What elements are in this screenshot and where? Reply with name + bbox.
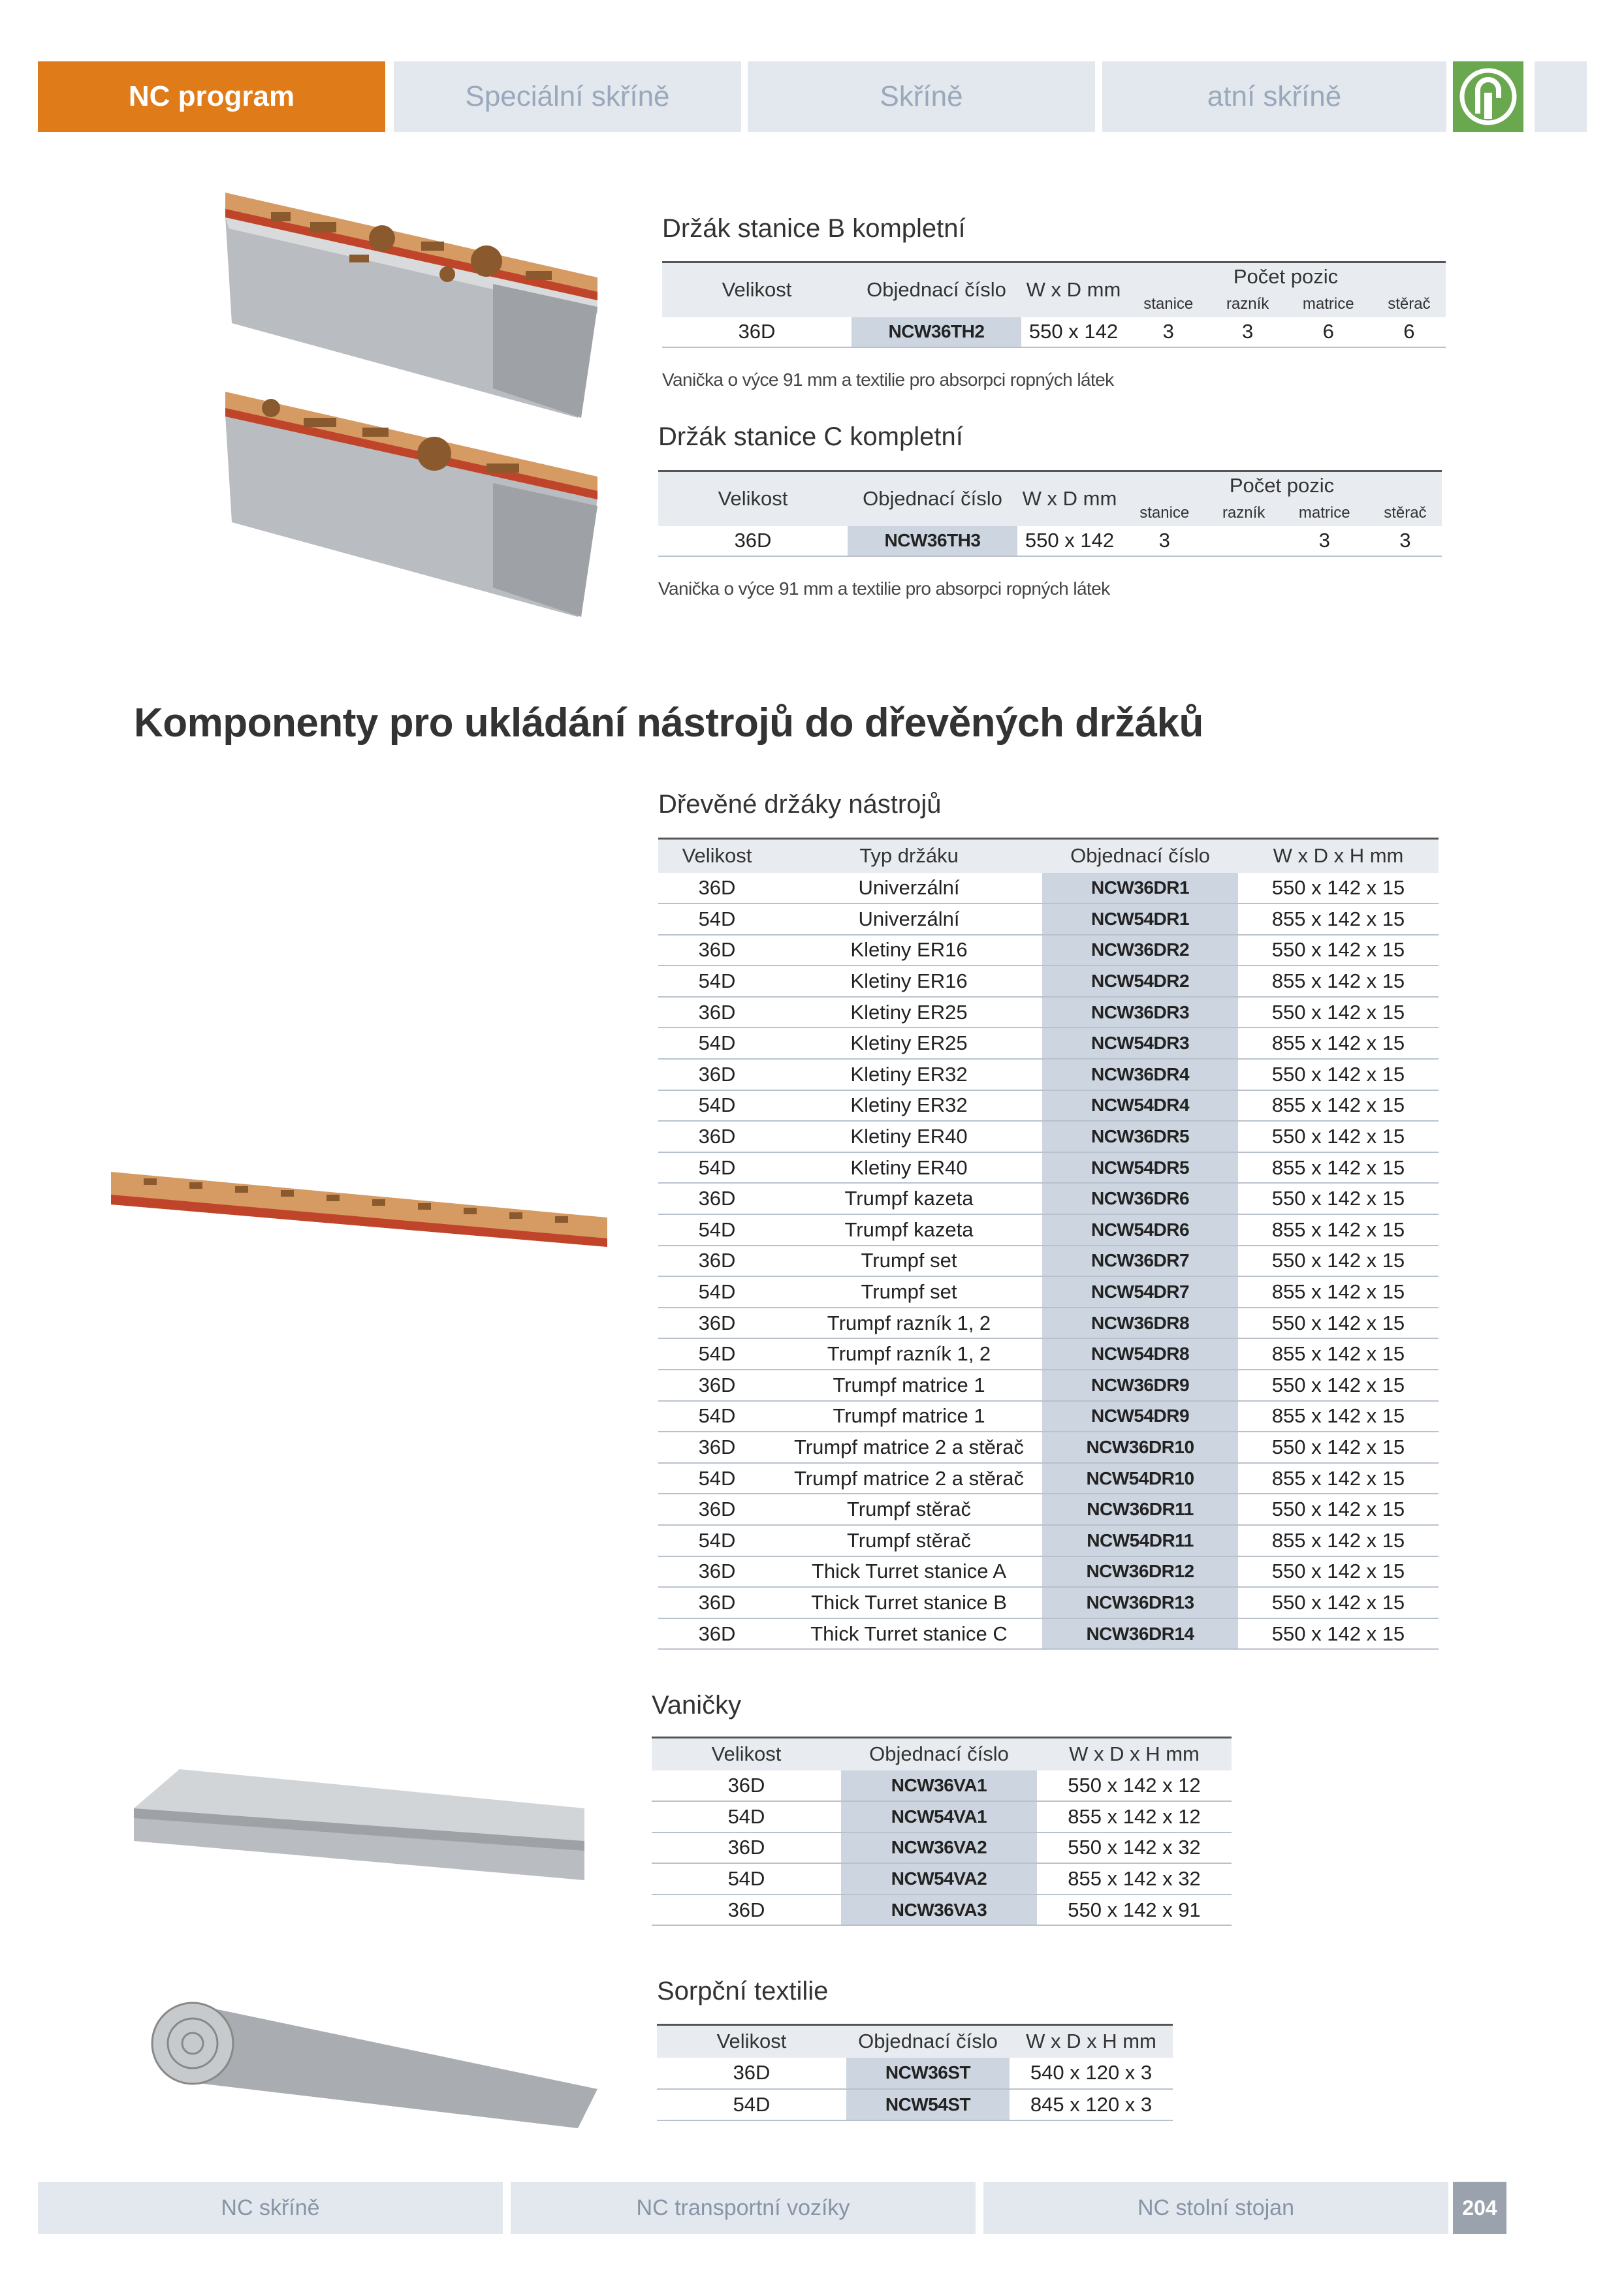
- cell: 550 x 142 x 15: [1238, 1121, 1439, 1152]
- drzak-c-table: [658, 470, 1442, 557]
- cell: 550 x 142 x 15: [1238, 935, 1439, 966]
- cell: 3: [1126, 317, 1211, 347]
- cell: 54D: [658, 1276, 776, 1308]
- sub-raznik: razník: [1207, 500, 1281, 526]
- cell: 855 x 142 x 15: [1238, 966, 1439, 997]
- drzak-b-note: Vanička o výce 91 mm a textilie pro absorpci ropných látek: [662, 370, 1114, 390]
- cell: 36D: [658, 1432, 776, 1463]
- vanicky-title: Vaničky: [652, 1691, 742, 1720]
- col-velikost: Velikost: [657, 2025, 846, 2058]
- cell: 36D: [658, 1059, 776, 1090]
- cell: [1207, 526, 1281, 556]
- drzak-c-note: Vanička o výce 91 mm a textilie pro absorpci ropných látek: [658, 578, 1110, 599]
- table-row: [657, 2058, 1173, 2089]
- drevene-table: [658, 838, 1439, 1650]
- cell: Kletiny ER32: [776, 1090, 1042, 1122]
- order-code: NCW36DR13: [1042, 1587, 1238, 1618]
- col-rozmery: W x D x H mm: [1010, 2025, 1173, 2058]
- order-code: NCW36TH2: [852, 317, 1021, 347]
- cell: 36D: [658, 997, 776, 1028]
- cell: 855 x 142 x 32: [1037, 1863, 1232, 1895]
- sub-stanice: stanice: [1126, 291, 1211, 317]
- cell: 54D: [658, 904, 776, 935]
- cell: 845 x 120 x 3: [1010, 2089, 1173, 2120]
- cell: 855 x 142 x 15: [1238, 1338, 1439, 1370]
- cell: Kletiny ER32: [776, 1059, 1042, 1090]
- order-code: NCW36DR9: [1042, 1370, 1238, 1401]
- cell: 550 x 142: [1017, 526, 1122, 556]
- cell: 855 x 142 x 15: [1238, 1463, 1439, 1494]
- cell: Trumpf matrice 2 a stěrač: [776, 1463, 1042, 1494]
- table-row: [658, 997, 1439, 1028]
- sorpcni-textilie-image: [127, 1991, 611, 2135]
- sub-matrice: matrice: [1284, 291, 1373, 317]
- table-row: [658, 1246, 1439, 1277]
- cell: Univerzální: [776, 873, 1042, 904]
- cell: 3: [1369, 526, 1442, 556]
- table-row: [658, 1401, 1439, 1432]
- order-code: NCW54DR8: [1042, 1338, 1238, 1370]
- table-row: [658, 1525, 1439, 1556]
- cell: Kletiny ER16: [776, 935, 1042, 966]
- col-rozmery: W x D x H mm: [1238, 839, 1439, 873]
- order-code: NCW36DR2: [1042, 935, 1238, 966]
- cell: Trumpf kazeta: [776, 1214, 1042, 1246]
- table-row: [658, 1338, 1439, 1370]
- table-row: [658, 1028, 1439, 1059]
- footer-tab-nc-stolni-stojan[interactable]: NC stolní stojan: [983, 2182, 1448, 2234]
- cell: 36D: [658, 1494, 776, 1525]
- cell: 36D: [658, 1308, 776, 1339]
- cell: 550 x 142 x 15: [1238, 1618, 1439, 1650]
- order-code: NCW36DR14: [1042, 1618, 1238, 1650]
- cell: 3: [1122, 526, 1207, 556]
- cell: 550 x 142 x 12: [1037, 1770, 1232, 1802]
- top-navigation: [38, 61, 1587, 132]
- cell: Kletiny ER40: [776, 1121, 1042, 1152]
- cell: Trumpf set: [776, 1276, 1042, 1308]
- cell: 550 x 142 x 15: [1238, 1494, 1439, 1525]
- cell: 54D: [658, 1152, 776, 1184]
- order-code: NCW54DR4: [1042, 1090, 1238, 1122]
- cell: 54D: [652, 1801, 841, 1832]
- cell: Thick Turret stanice B: [776, 1587, 1042, 1618]
- order-code: NCW36DR4: [1042, 1059, 1238, 1090]
- cell: 855 x 142 x 15: [1238, 1090, 1439, 1122]
- cell: 36D: [658, 1370, 776, 1401]
- cell: Trumpf matrice 1: [776, 1370, 1042, 1401]
- page-number: 204: [1453, 2182, 1506, 2234]
- sub-raznik: razník: [1211, 291, 1284, 317]
- order-code: NCW54VA2: [841, 1863, 1037, 1895]
- table-row: [658, 1152, 1439, 1184]
- table-row: [658, 904, 1439, 935]
- drzak-b-title: Držák stanice B kompletní: [662, 214, 966, 243]
- order-code: NCW36DR3: [1042, 997, 1238, 1028]
- cell: Univerzální: [776, 904, 1042, 935]
- vanicky-table: [652, 1737, 1232, 1926]
- order-code: NCW54DR11: [1042, 1525, 1238, 1556]
- order-code: NCW36DR11: [1042, 1494, 1238, 1525]
- cell: 54D: [658, 1090, 776, 1122]
- table-row: [658, 966, 1439, 997]
- cell: 54D: [658, 1401, 776, 1432]
- order-code: NCW54DR10: [1042, 1463, 1238, 1494]
- cell: 36D: [657, 2058, 846, 2089]
- col-wxd: W x D mm: [1021, 262, 1126, 317]
- tab-skrine[interactable]: Skříně: [748, 61, 1095, 132]
- order-code: NCW36VA2: [841, 1832, 1037, 1864]
- order-code: NCW54DR5: [1042, 1152, 1238, 1184]
- cell: 36D: [658, 1246, 776, 1277]
- cell: 3: [1281, 526, 1369, 556]
- cell: 36D: [658, 1618, 776, 1650]
- table-row: [658, 935, 1439, 966]
- table-row: [657, 2089, 1173, 2120]
- table-row: [658, 1276, 1439, 1308]
- drevene-drzaky-image: [104, 1159, 614, 1289]
- cell: 54D: [657, 2089, 846, 2120]
- cell: Trumpf kazeta: [776, 1183, 1042, 1214]
- cell: 54D: [658, 1525, 776, 1556]
- cell: 550 x 142 x 15: [1238, 1246, 1439, 1277]
- cell: Kletiny ER16: [776, 966, 1042, 997]
- order-code: NCW36DR1: [1042, 873, 1238, 904]
- col-velikost: Velikost: [662, 262, 852, 317]
- table-row: [658, 1059, 1439, 1090]
- order-code: NCW54DR2: [1042, 966, 1238, 997]
- cell: 36D: [658, 1121, 776, 1152]
- order-code: NCW54ST: [846, 2089, 1010, 2120]
- table-row: [658, 1618, 1439, 1650]
- cell: 54D: [658, 1028, 776, 1059]
- cell: 6: [1284, 317, 1373, 347]
- sub-matrice: matrice: [1281, 500, 1369, 526]
- cell: 36D: [652, 1895, 841, 1926]
- cell: Trumpf set: [776, 1246, 1042, 1277]
- vanicka-image: [127, 1756, 597, 1893]
- table-row: [662, 317, 1446, 347]
- cell: Trumpf matrice 2 a stěrač: [776, 1432, 1042, 1463]
- cell: 36D: [658, 1183, 776, 1214]
- col-wxd: W x D mm: [1017, 471, 1122, 526]
- col-typ-drzaku: Typ držáku: [776, 839, 1042, 873]
- cell: 550 x 142 x 15: [1238, 1183, 1439, 1214]
- order-code: NCW36DR12: [1042, 1556, 1238, 1588]
- cell: 54D: [658, 1214, 776, 1246]
- sub-sterac: stěrač: [1369, 500, 1442, 526]
- footer-tab-nc-skrine[interactable]: NC skříně: [38, 2182, 503, 2234]
- col-objednaci-cislo: Objednací číslo: [1042, 839, 1238, 873]
- table-row: [652, 1801, 1232, 1832]
- cell: 855 x 142 x 15: [1238, 904, 1439, 935]
- cell: Trumpf stěrač: [776, 1525, 1042, 1556]
- col-rozmery: W x D x H mm: [1037, 1738, 1232, 1770]
- order-code: NCW36ST: [846, 2058, 1010, 2089]
- table-row: [652, 1832, 1232, 1864]
- order-code: NCW54DR9: [1042, 1401, 1238, 1432]
- cell: 36D: [658, 1587, 776, 1618]
- footer-navigation: [38, 2182, 1508, 2234]
- cell: 550 x 142 x 15: [1238, 1059, 1439, 1090]
- cell: 36D: [652, 1832, 841, 1864]
- order-code: NCW36DR10: [1042, 1432, 1238, 1463]
- table-row: [658, 1370, 1439, 1401]
- order-code: NCW54VA1: [841, 1801, 1037, 1832]
- cell: 855 x 142 x 15: [1238, 1214, 1439, 1246]
- table-row: [658, 1494, 1439, 1525]
- order-code: NCW54DR1: [1042, 904, 1238, 935]
- cell: 550 x 142 x 32: [1037, 1832, 1232, 1864]
- cell: 550 x 142 x 91: [1037, 1895, 1232, 1926]
- cell: 550 x 142: [1021, 317, 1126, 347]
- order-code: NCW36DR6: [1042, 1183, 1238, 1214]
- col-objednaci-cislo: Objednací číslo: [848, 471, 1017, 526]
- cell: 550 x 142 x 15: [1238, 997, 1439, 1028]
- col-velikost: Velikost: [652, 1738, 841, 1770]
- main-title: Komponenty pro ukládání nástrojů do dřevěných držáků: [134, 700, 1203, 746]
- cell: 550 x 142 x 15: [1238, 1432, 1439, 1463]
- cell: 550 x 142 x 15: [1238, 873, 1439, 904]
- table-row: [658, 1214, 1439, 1246]
- col-objednaci-cislo: Objednací číslo: [841, 1738, 1037, 1770]
- table-row: [658, 1463, 1439, 1494]
- cell: Thick Turret stanice A: [776, 1556, 1042, 1588]
- order-code: NCW36DR7: [1042, 1246, 1238, 1277]
- table-row: [658, 873, 1439, 904]
- col-pocet-pozic: Počet pozic: [1122, 471, 1442, 500]
- order-code: NCW36DR8: [1042, 1308, 1238, 1339]
- company-logo-icon: [1453, 61, 1523, 132]
- cell: Kletiny ER40: [776, 1152, 1042, 1184]
- cell: 54D: [658, 1338, 776, 1370]
- table-row: [658, 1183, 1439, 1214]
- table-row: [658, 1121, 1439, 1152]
- cell: 36D: [658, 873, 776, 904]
- footer-tab-nc-transportni-voziky[interactable]: NC transportní vozíky: [511, 2182, 976, 2234]
- cell: 6: [1373, 317, 1446, 347]
- col-velikost: Velikost: [658, 839, 776, 873]
- tab-atni-skrine[interactable]: atní skříně: [1102, 61, 1446, 132]
- col-objednaci-cislo: Objednací číslo: [852, 262, 1021, 317]
- cell: 36D: [662, 317, 852, 347]
- table-row: [652, 1770, 1232, 1802]
- table-row: [658, 1090, 1439, 1122]
- cell: Trumpf razník 1, 2: [776, 1338, 1042, 1370]
- table-row: [658, 1308, 1439, 1339]
- cell: 54D: [658, 1463, 776, 1494]
- order-code: NCW36TH3: [848, 526, 1017, 556]
- order-code: NCW36VA1: [841, 1770, 1037, 1802]
- cell: Trumpf razník 1, 2: [776, 1308, 1042, 1339]
- order-code: NCW54DR3: [1042, 1028, 1238, 1059]
- cell: 550 x 142 x 15: [1238, 1587, 1439, 1618]
- cell: 855 x 142 x 15: [1238, 1028, 1439, 1059]
- drevene-title: Dřevěné držáky nástrojů: [658, 790, 942, 819]
- sorpcni-table: [657, 2024, 1173, 2121]
- cell: 855 x 142 x 15: [1238, 1401, 1439, 1432]
- table-row: [658, 526, 1442, 556]
- col-pocet-pozic: Počet pozic: [1126, 262, 1446, 291]
- sub-stanice: stanice: [1122, 500, 1207, 526]
- cell: 550 x 142 x 15: [1238, 1370, 1439, 1401]
- tab-specialni-skrine[interactable]: Speciální skříně: [394, 61, 741, 132]
- cell: Kletiny ER25: [776, 997, 1042, 1028]
- drzak-c-image: [212, 392, 604, 627]
- drzak-b-table: [662, 261, 1446, 348]
- order-code: NCW36DR5: [1042, 1121, 1238, 1152]
- cell: 550 x 142 x 15: [1238, 1308, 1439, 1339]
- table-row: [658, 1587, 1439, 1618]
- table-row: [658, 1556, 1439, 1588]
- cell: 855 x 142 x 15: [1238, 1276, 1439, 1308]
- sorpcni-title: Sorpční textilie: [657, 1977, 829, 2005]
- cell: Thick Turret stanice C: [776, 1618, 1042, 1650]
- cell: 36D: [652, 1770, 841, 1802]
- cell: 855 x 142 x 15: [1238, 1525, 1439, 1556]
- cell: 540 x 120 x 3: [1010, 2058, 1173, 2089]
- cell: 54D: [658, 966, 776, 997]
- cell: 36D: [658, 526, 848, 556]
- cell: Trumpf matrice 1: [776, 1401, 1042, 1432]
- order-code: NCW54DR7: [1042, 1276, 1238, 1308]
- cell: 36D: [658, 935, 776, 966]
- cell: 855 x 142 x 15: [1238, 1152, 1439, 1184]
- table-row: [652, 1863, 1232, 1895]
- col-objednaci-cislo: Objednací číslo: [846, 2025, 1010, 2058]
- sub-sterac: stěrač: [1373, 291, 1446, 317]
- cell: 54D: [652, 1863, 841, 1895]
- cell: Kletiny ER25: [776, 1028, 1042, 1059]
- order-code: NCW36VA3: [841, 1895, 1037, 1926]
- cell: 550 x 142 x 15: [1238, 1556, 1439, 1588]
- cell: 36D: [658, 1556, 776, 1588]
- drzak-c-title: Držák stanice C kompletní: [658, 422, 963, 451]
- table-row: [658, 1432, 1439, 1463]
- table-row: [652, 1895, 1232, 1926]
- cell: 3: [1211, 317, 1284, 347]
- nav-end-tab: [1535, 61, 1587, 132]
- cell: 855 x 142 x 12: [1037, 1801, 1232, 1832]
- col-velikost: Velikost: [658, 471, 848, 526]
- tab-nc-program[interactable]: NC program: [38, 61, 385, 132]
- order-code: NCW54DR6: [1042, 1214, 1238, 1246]
- cell: Trumpf stěrač: [776, 1494, 1042, 1525]
